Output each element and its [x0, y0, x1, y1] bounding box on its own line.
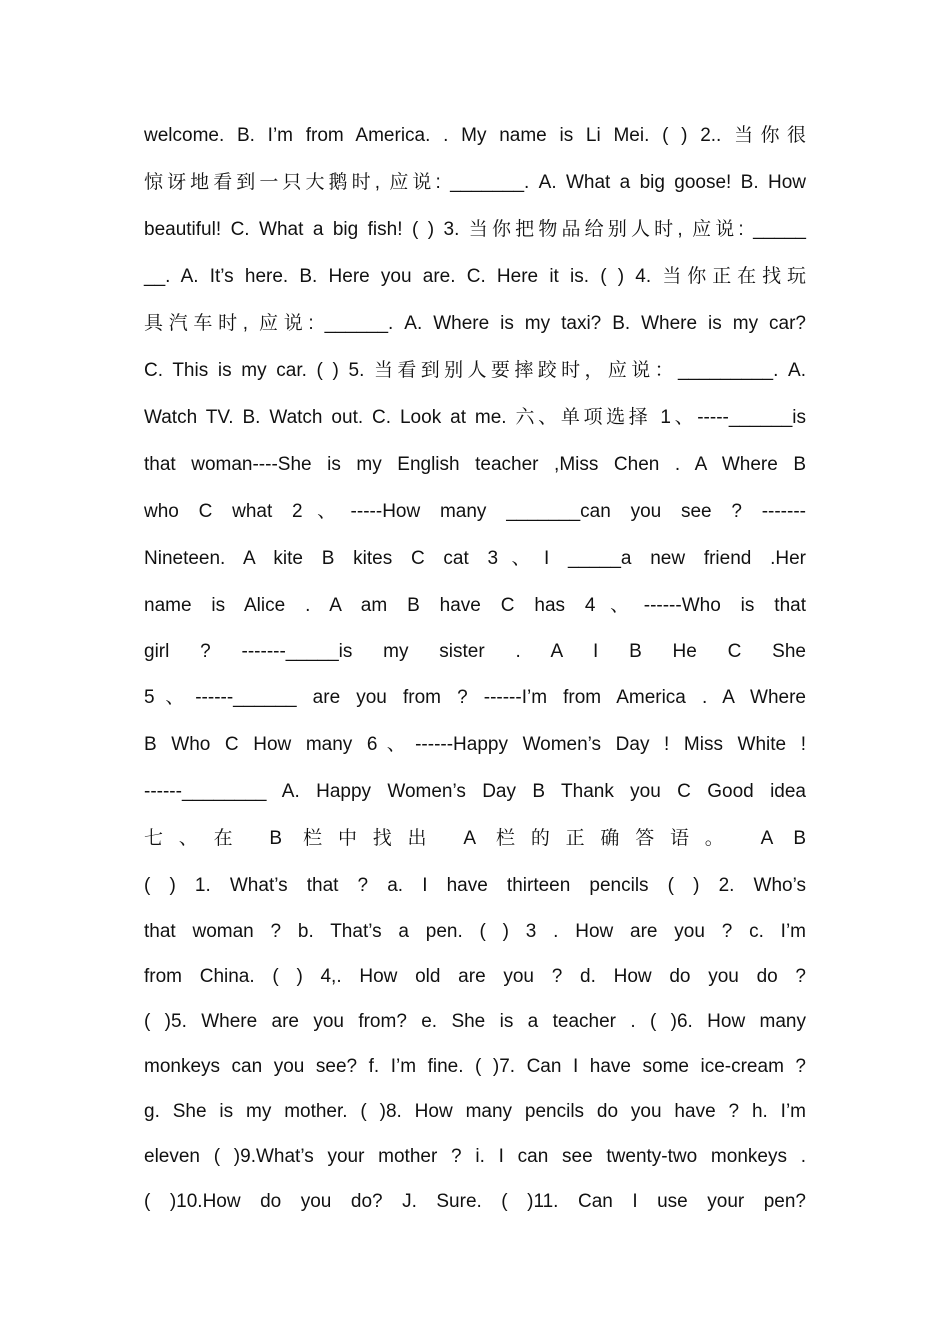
text-line-23: eleven ( )9.What’s your mother ? i. I can see twenty-two monkeys .	[144, 1146, 806, 1167]
text-line-20: ( )5. Where are you from? e. She is a teacher . ( )6. How many	[144, 1011, 806, 1032]
text-line-18: that woman ? b. That’s a pen. ( ) 3 . How are you ? c. I’m	[144, 921, 806, 942]
text-line-8: that woman----She is my English teacher ,Miss Chen . A Where B	[144, 454, 806, 475]
text-line-7: Watch TV. B. Watch out. C. Look at me. 六、单项选择 1、-----______is	[144, 407, 806, 428]
text-line-1: welcome. B. I’m from America. . My name is Li Mei. ( ) 2.. 当你很	[144, 125, 806, 146]
text-line-19: from China. ( ) 4,. How old are you ? d. How do you do ?	[144, 966, 806, 987]
text-line-2: 惊讶地看到一只大鹅时, 应说: _______. A. What a big goose! B. How	[144, 172, 806, 193]
text-line-22: g. She is my mother. ( )8. How many pencils do you have ? h. I’m	[144, 1101, 806, 1122]
text-line-14: B Who C How many 6、------Happy Women’s Day ! Miss White !	[144, 734, 806, 755]
text-line-24: ( )10.How do you do? J. Sure. ( )11. Can I use your pen?	[144, 1191, 806, 1212]
text-line-3: beautiful! C. What a big fish! ( ) 3. 当你把物品给别人时, 应说: _____	[144, 219, 806, 240]
text-line-17: ( ) 1. What’s that ? a. I have thirteen pencils ( ) 2. Who’s	[144, 875, 806, 896]
section-heading-matching: 七、在 B 栏中找出 A 栏的正确答语。 A B	[144, 828, 806, 849]
text-line-12: girl ? -------_____is my sister . A I B He C She	[144, 641, 806, 662]
text-line-5: 具汽车时, 应说: ______. A. Where is my taxi? B. Where is my car?	[144, 313, 806, 334]
text-line-10: Nineteen. A kite B kites C cat 3、I _____a new friend .Her	[144, 548, 806, 569]
text-line-21: monkeys can you see? f. I’m fine. ( )7. Can I have some ice-cream ?	[144, 1056, 806, 1077]
document-page	[144, 112, 806, 1224]
text-line-15: ------________ A. Happy Women’s Day B Thank you C Good idea	[144, 781, 806, 802]
text-line-6: C. This is my car. ( ) 5. 当看到别人要摔跤时，应说：_________. A.	[144, 360, 806, 381]
text-line-11: name is Alice . A am B have C has 4、------Who is that	[144, 595, 806, 616]
text-line-9: who C what 2、-----How many _______can you see ? -------	[144, 501, 806, 522]
text-line-4: __. A. It’s here. B. Here you are. C. Here it is. ( ) 4. 当你正在找玩	[144, 266, 806, 287]
text-line-13: 5、------______ are you from ? ------I’m from America . A Where	[144, 687, 806, 708]
